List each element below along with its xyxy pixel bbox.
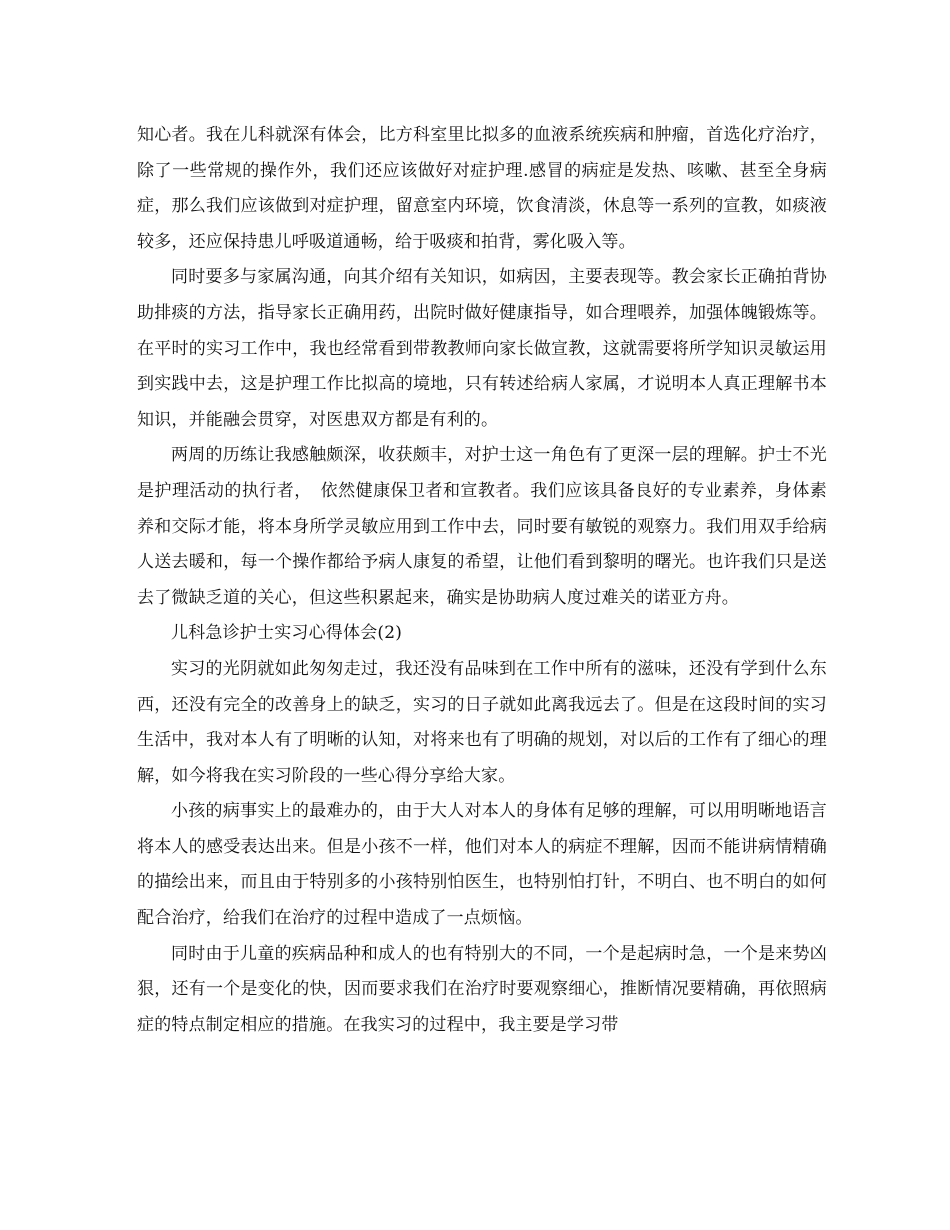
paragraph-2: 同时要多与家属沟通，向其介绍有关知识，如病因，主要表现等。教会家长正确拍背协助排痰的方法，指导家长正确用药，出院时做好健康指导，如合理喂养，加强体魄锻炼等。在平时的实习工作中，我也经常看到带教教师向家长做宣教，这就需要将所学知识灵敏运用到实践中去，这是护理工作比拟高的境地，只有转述给病人家属，才说明本人真正理解书本知识，并能融会贯穿，对医患双方都是有利的。 [137,267,827,430]
paragraph-1: 知心者。我在儿科就深有体会，比方科室里比拟多的血液系统疾病和肿瘤，首选化疗治疗，除了一些常规的操作外，我们还应该做好对症护理.感冒的病症是发热、咳嗽、甚至全身病症，那么我们应该做到对症护理，留意室内环境，饮食清淡，休息等一系列的宣教，如痰液较多，还应保持患儿呼吸道通畅，给于吸痰和拍背，雾化吸入等。 [137,125,827,252]
section-heading: 儿科急诊护士实习心得体会(2) [171,623,403,644]
paragraph-5: 小孩的病事实上的最难办的，由于大人对本人的身体有足够的理解，可以用明晰地语言将本人的感受表达出来。但是小孩不一样，他们对本人的病症不理解，因而不能讲病情精确的描绘出来，而且由于特别多的小孩特别怕医生，也特别怕打针，不明白、也不明白的如何配合治疗，给我们在治疗的过程中造成了一点烦恼。 [137,801,827,929]
paragraph-6: 同时由于儿童的疾病品种和成人的也有特别大的不同，一个是起病时急，一个是来势凶狠，还有一个是变化的快，因而要求我们在治疗时要观察细心，推断情况要精确，再依照病症的特点制定相应的措施。在我实习的过程中，我主要是学习带 [137,943,827,1035]
paragraph-4: 实习的光阴就如此匆匆走过，我还没有品味到在工作中所有的滋味，还没有学到什么东西，还没有完全的改善身上的缺乏，实习的日子就如此离我远去了。但是在这段时间的实习生活中，我对本人有了明晰的认知，对将来也有了明确的规划，对以后的工作有了细心的理解，如今将我在实习阶段的一些心得分享给大家。 [137,658,827,786]
paragraph-3: 两周的历练让我感触颇深，收获颇丰，对护士这一角色有了更深一层的理解。护士不光是护理活动的执行者， 依然健康保卫者和宣教者。我们应该具备良好的专业素养，身体素养和交际才能，将本身所学灵敏应用到工作中去，同时要有敏锐的观察力。我们用双手给病人送去暖和，每一个操作都给予病人康复的希望，让他们看到黎明的曙光。也许我们只是送去了微缺乏道的关心，但这些积累起来，确实是协助病人度过难关的诺亚方舟。 [137,445,827,608]
document-body [137,118,827,1043]
